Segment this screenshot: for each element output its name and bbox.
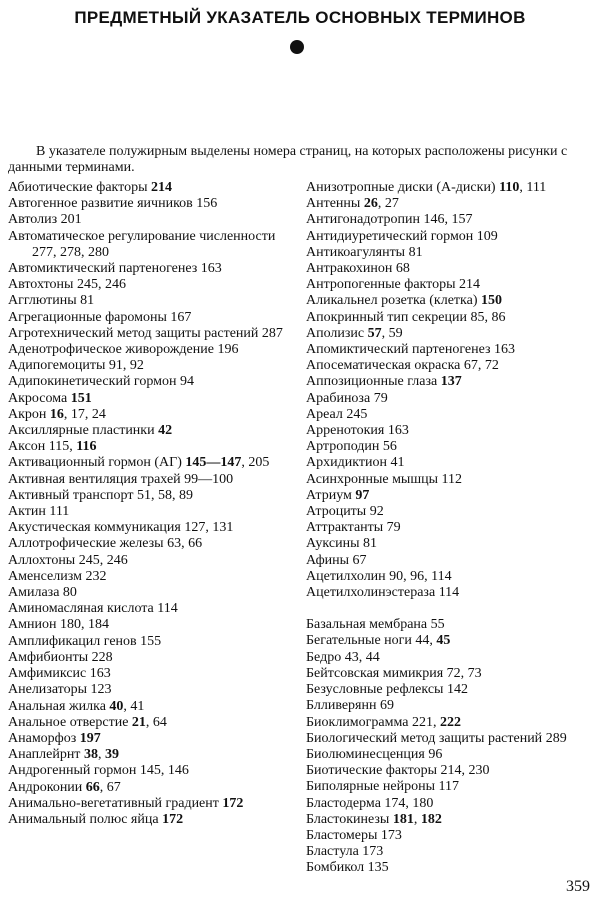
page-ref: 66 [188,536,203,552]
index-column-left [8,180,298,828]
index-entry [306,277,594,293]
page-ref: 131 [212,520,234,536]
index-entry [8,812,298,828]
page-ref: 163 [200,261,222,277]
page-ref: 180 [412,795,434,811]
page-ref: 196 [217,342,239,358]
index-entry [306,520,594,536]
page-ref: 24 [91,406,106,422]
figure-page-ref: 66 [85,779,100,795]
figure-page-ref: 182 [420,811,442,827]
page-ref: 111 [526,180,547,195]
page-number: 359 [566,878,590,895]
index-entry [8,310,298,326]
index-entry [306,682,594,698]
page-ref: 245 [346,406,368,422]
index-term: Ауксины [306,536,363,552]
page-ref: 92 [129,358,144,374]
figure-page-ref: 116 [76,439,97,455]
index-term: Активационный гормон (АГ) [8,455,186,471]
page-ref: 201 [60,212,82,228]
index-entry [8,796,298,812]
index-term: Аллохтоны [8,552,79,568]
figure-page-ref: 40 [109,698,124,714]
index-term: Ареал [306,406,347,422]
index-entry: Андроконии 66, 67 [8,779,121,795]
index-entry [306,698,594,714]
page-ref: 156 [196,196,218,212]
figure-page-ref: 145—147 [185,455,242,471]
index-term: Автолиз [8,212,61,228]
index-term: Анаплейрнт [8,747,84,763]
page-ref: 96 [410,568,425,584]
index-entry [8,682,298,698]
index-term: Антракохинон [306,261,396,277]
figure-page-ref: 222 [439,714,461,730]
index-term: Анальная жилка [8,698,110,714]
index-term: Артроподин [306,439,383,455]
index-entry: Автохтоны 245, 246 [8,277,126,293]
index-term: Биолюминесценция [306,746,429,762]
index-term: Бомбикол [306,860,368,876]
figure-page-ref: 172 [162,811,184,827]
page-ref: 157 [451,212,473,228]
index-entry [8,391,298,407]
page-ref: 123 [90,682,112,698]
index-term: Аполизис [306,325,368,341]
index-entry [8,569,298,585]
index-term: Активная вентиляция трахей [8,471,185,487]
figure-page-ref: 172 [222,795,244,811]
index-entry: Анизотропные диски (А-диски) 110, 111 [306,180,547,195]
index-entry [306,374,594,390]
page-ref: 41 [390,455,405,471]
index-term: Анальное отверстие [8,714,132,730]
index-entry: Бегательные ноги 44, 45 [306,633,451,649]
index-term: Бластула [306,844,363,860]
index-term: Акустическая коммуникация [8,520,185,536]
index-entry [306,585,594,601]
page-ref: 58 [157,487,172,503]
index-term: Амфибионты [8,649,92,665]
index-entry [306,455,594,471]
index-entry: Активный транспорт 51, 58, 89 [8,487,193,503]
index-term: Аппозиционные глаза [306,374,441,390]
page-ref: 180 [59,617,81,633]
index-entry: Акустическая коммуникация 127, 131 [8,520,234,536]
page-ref: 44 [365,649,380,665]
index-entry [8,261,298,277]
page-title: ПРЕДМЕТНЫЙ УКАЗАТЕЛЬ ОСНОВНЫХ ТЕРМИНОВ [74,8,526,27]
index-term: Аменселизм [8,568,86,584]
index-entry [8,666,298,682]
index-entry: Бластодерма 174, 180 [306,795,434,811]
index-term: Аттрактанты [306,520,387,536]
index-term: Амфимиксис [8,666,90,682]
index-entry [306,439,594,455]
index-entry: Антенны 26, 27 [306,196,399,212]
page-ref: 111 [49,504,70,520]
index-term: Атроциты [306,504,370,520]
index-entry [306,342,594,358]
index-term: Аликальнел розетка (клетка) [306,293,481,309]
index-entry: Адипогемоциты 91, 92 [8,358,144,374]
index-term: Архидиктион [306,455,391,471]
index-term: Адипокинетический гормон [8,374,180,390]
page-ref: 245 [78,552,100,568]
page-ref: 246 [104,277,126,293]
page-ref: 44 [415,633,430,649]
index-term: Анимально-вегетативный градиент [8,795,223,811]
index-term: Бластодерма [306,795,385,811]
page-ref: 67 [106,779,121,795]
figure-page-ref: 39 [104,747,119,763]
letter-group-gap [306,601,594,617]
index-entry [306,261,594,277]
page-ref: 67 [352,552,367,568]
figure-page-ref: 137 [440,374,462,390]
index-entry [8,504,298,520]
page-ref: 278 [60,244,81,260]
index-term: Аденотрофическое живорождение [8,342,218,358]
index-entry: Апокринный тип секреции 85, 86 [306,309,506,325]
index-term: Автомиктический партеногенез [8,261,201,277]
index-term: Адипогемоциты [8,358,109,374]
page-ref: 64 [152,714,167,730]
page-ref: 142 [446,682,468,698]
index-entry: Бластокинезы 181, 182 [306,811,442,827]
page-ref: 81 [80,293,95,309]
page-ref: 214 [459,277,481,293]
index-entry [306,617,594,633]
index-term: Ацетилхолинэстераза [306,585,439,601]
page-ref: 67 [463,358,478,374]
page-ref: 92 [369,504,384,520]
index-term: Абиотические факторы [8,180,152,195]
index-entry [8,585,298,601]
index-term: Блливерянн [306,698,380,714]
page-ref: 173 [362,844,384,860]
page-ref: 115 [48,439,70,455]
index-term: Безусловные рефлексы [306,682,447,698]
index-entry [8,650,298,666]
page-ref: 174 [384,795,406,811]
page-ref: 287 [261,325,283,341]
figure-page-ref: 38 [83,747,98,763]
index-term: Актин [8,504,50,520]
page-ref: 114 [431,568,452,584]
index-entry: Аксон 115, 116 [8,439,97,455]
page-ref: 205 [248,455,270,471]
index-entry [306,553,594,569]
page-ref: 163 [494,342,516,358]
intro-text: В указателе полужирным выделены номера страниц, на которых расположены рисунки с данными терминами. [8,144,568,175]
index-term: Амнион [8,617,60,633]
page-ref: 51 [136,487,151,503]
figure-page-ref: 57 [367,325,382,341]
index-term: Акрон [8,406,50,422]
page-ref: 27 [384,196,399,212]
figure-page-ref: 151 [70,390,92,406]
index-entry [306,844,594,860]
page-ref: 277 [32,244,53,260]
page-ref: 245 [76,277,98,293]
page-ref: 146 [167,763,189,779]
page-ref: 232 [85,568,107,584]
figure-page-ref: 97 [355,487,370,503]
page-ref: 79 [373,390,388,406]
page-ref: 228 [91,649,113,665]
index-term: Андрогенный гормон [8,763,140,779]
index-term: Бластомеры [306,827,381,843]
index-entry: Антигонадотропин 146, 157 [306,212,473,228]
index-term: Бластокинезы [306,811,393,827]
page-ref: 167 [170,309,192,325]
page-ref: 79 [386,520,401,536]
index-term: Антигонадотропин [306,212,424,228]
index-term: Бедро [306,649,345,665]
index-term: Биоклимограмма [306,714,412,730]
index-entry [306,731,594,747]
page-ref: 96 [428,746,443,762]
index-term: Анелизаторы [8,682,91,698]
index-term: Автохтоны [8,277,77,293]
index-term: Амилаза [8,585,63,601]
index-term: Апомиктический партеногенез [306,342,495,358]
page-ref: 43 [344,649,359,665]
index-term: Аминомасляная кислота [8,601,158,617]
index-entry [306,860,594,876]
index-term: Аксиллярные пластинки [8,423,159,439]
index-entry [8,634,298,650]
page-ref: 109 [476,228,498,244]
index-term: Антенны [306,196,364,212]
index-entry [8,472,298,488]
index-entry [8,293,298,309]
index-term: Акросома [8,390,71,406]
index-entry: Анальная жилка 40, 41 [8,698,145,714]
page-ref: 214 [440,763,462,779]
figure-page-ref: 150 [481,293,502,309]
index-entry: Акрон 16, 17, 24 [8,406,106,422]
index-term: Аксон [8,439,49,455]
index-term: Автоматическое регулирование численности [8,228,276,244]
page-ref: 145 [139,763,161,779]
index-entry: Биотические факторы 214, 230 [306,763,490,779]
index-term: Антропогенные факторы [306,277,460,293]
index-entry: Анаплейрнт 38, 39 [8,747,119,763]
index-entry: Аллотрофические железы 63, 66 [8,536,203,552]
index-term: Андроконии [8,779,86,795]
index-entry: Амнион 180, 184 [8,617,109,633]
page-ref: 146 [423,212,445,228]
figure-page-ref: 42 [158,423,173,439]
page-ref: 81 [408,244,423,260]
figure-page-ref: 197 [79,730,101,746]
index-term: Арренотокия [306,423,388,439]
index-term: Аллотрофические железы [8,536,168,552]
index-term: Биологический метод защиты растений [306,730,546,746]
page-ref: 69 [380,698,394,714]
index-entry [306,472,594,488]
index-entry [8,212,298,228]
index-entry [8,423,298,439]
index-entry [8,342,298,358]
page-ref: 114 [157,601,178,617]
index-term: Атриум [306,487,356,503]
figure-page-ref: 16 [49,406,64,422]
index-entry: Андрогенный гормон 145, 146 [8,763,189,779]
index-term: Биотические факторы [306,763,441,779]
index-term: Агглютины [8,293,81,309]
index-entry [306,504,594,520]
page-ref: 114 [438,585,460,601]
intro-paragraph [8,144,592,175]
figure-page-ref: 45 [436,633,451,649]
index-entry [306,245,594,261]
page-ref: 80 [62,585,77,601]
index-entry [8,180,298,196]
index-term: Антидиуретический гормон [306,228,477,244]
page-ref: 155 [140,633,162,649]
index-term: Анизотропные диски (А-диски) [306,180,500,195]
figure-page-ref: 181 [392,811,414,827]
index-term: Агрегационные фаромоны [8,309,171,325]
index-entry [306,293,594,309]
page-ref: 173 [380,827,402,843]
index-term: Биполярные нейроны [306,779,439,795]
page-ref: 56 [382,439,397,455]
index-entry: Бейтсовская мимикрия 72, 73 [306,665,482,681]
page-ref: 135 [367,860,389,876]
page-ref: 68 [395,261,410,277]
index-entry [306,391,594,407]
page-ref: 221 [411,714,433,730]
index-entry [306,229,594,245]
index-term: Бегательные ноги [306,633,416,649]
index-entry [306,488,594,504]
index-entry [306,536,594,552]
index-term: Афины [306,552,353,568]
index-entry: Ацетилхолин 90, 96, 114 [306,568,452,584]
page-ref: 63 [167,536,182,552]
index-entry [306,779,594,795]
index-term: Автогенное развитие яичников [8,196,197,212]
page-ref: 112 [441,471,462,487]
page-ref: 163 [387,423,409,439]
index-entry: Апосематическая окраска 67, 72 [306,358,499,374]
index-term: Асинхронные мышцы [306,471,442,487]
index-entry [8,374,298,390]
index-entry [8,326,298,342]
figure-page-ref: 21 [131,714,146,730]
index-entry: Анальное отверстие 21, 64 [8,714,167,730]
index-term: Апосематическая окраска [306,358,464,374]
page-ref: 41 [130,698,145,714]
page-ref: 85 [470,309,485,325]
index-entry: Автоматическое регулирование численности 277, 278, 280 [8,228,276,260]
index-entry [306,423,594,439]
index-entry [306,828,594,844]
index-term: Антикоагулянты [306,244,409,260]
page-ref: 72 [446,665,461,681]
page-ref: 163 [89,666,111,682]
figure-page-ref: 26 [363,196,378,212]
index-term: Амплификацил генов [8,633,141,649]
index-entry: Активационный гормон (АГ) 145—147, 205 [8,455,270,471]
page-ref: 127 [184,520,206,536]
page-ref: 230 [468,763,490,779]
page-ref: 72 [484,358,499,374]
page-ref: 91 [108,358,123,374]
page-ref: 289 [545,730,567,746]
page-ref: 73 [467,665,482,681]
page-ref: 246 [106,552,128,568]
index-entry [306,407,594,423]
page-ref: 99—100 [184,471,234,487]
page-ref: 94 [179,374,194,390]
title-bullet-icon [290,40,304,54]
page-ref: 90 [389,568,404,584]
index-term: Базальная мембрана [306,617,431,633]
index-term: Арабиноза [306,390,374,406]
page-ref: 89 [178,487,193,503]
index-term: Апокринный тип секреции [306,309,471,325]
index-term: Активный транспорт [8,487,137,503]
page-ref: 81 [362,536,377,552]
index-entry: Аполизис 57, 59 [306,325,403,341]
page-ref: 55 [430,617,445,633]
page-ref: 184 [87,617,109,633]
index-term: Анаморфоз [8,730,80,746]
index-term: Анимальный полюс яйца [8,811,163,827]
page-ref: 17 [70,406,85,422]
index-term: Агротехнический метод защиты растений [8,325,262,341]
index-term: Ацетилхолин [306,568,390,584]
index-entry [8,196,298,212]
page-ref: 59 [388,325,403,341]
page-ref: 280 [88,244,109,260]
page-ref: 117 [438,779,459,795]
index-column-right [306,180,594,877]
index-entry: Биоклимограмма 221, 222 [306,714,461,730]
page-ref: 86 [491,309,506,325]
index-entry: Аллохтоны 245, 246 [8,552,128,568]
index-entry: Бедро 43, 44 [306,649,380,665]
index-entry [8,601,298,617]
figure-page-ref: 214 [151,180,173,195]
index-term: Бейтсовская мимикрия [306,665,447,681]
index-entry [8,731,298,747]
index-entry [306,747,594,763]
figure-page-ref: 110 [499,180,520,195]
